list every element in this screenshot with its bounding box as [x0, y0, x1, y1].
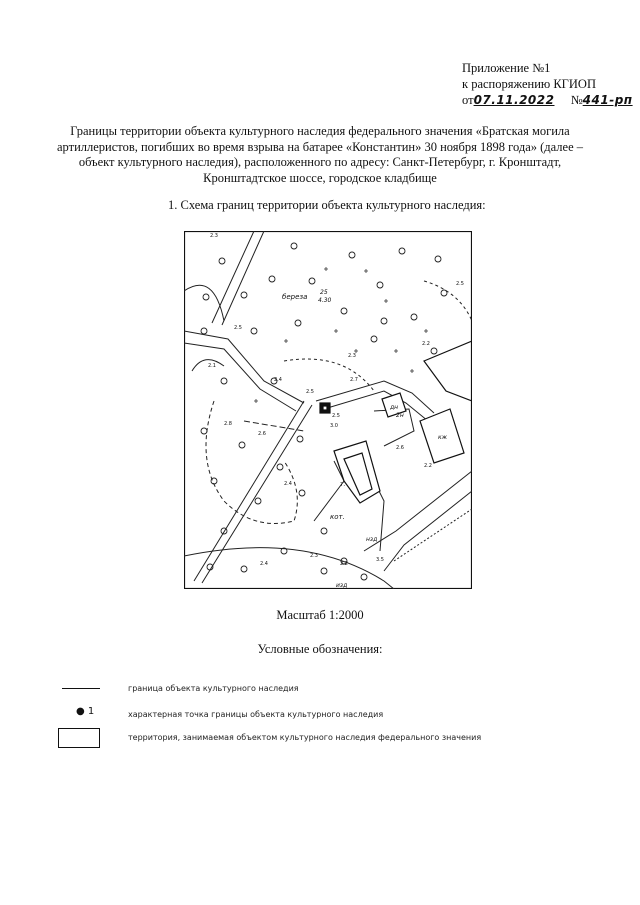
label-bereza: береза — [282, 293, 308, 301]
svg-text:2.2: 2.2 — [340, 561, 348, 567]
handwritten-number: 441-рп — [582, 93, 633, 107]
label-izd: изд — [336, 582, 348, 589]
label-dn: дн — [390, 404, 399, 411]
annex-line-2: к распоряжению КГИОП — [462, 77, 596, 91]
svg-text:2.6: 2.6 — [396, 445, 404, 451]
legend-point-symbol — [76, 706, 94, 717]
svg-text:2.5: 2.5 — [332, 413, 340, 419]
svg-text:2.4: 2.4 — [260, 561, 268, 567]
label-nzd: нзд — [366, 536, 378, 543]
map-scale: Масштаб 1:2000 — [276, 608, 364, 622]
handwritten-date: 07.11.2022 — [473, 93, 555, 107]
svg-text:2.4: 2.4 — [284, 481, 292, 487]
svg-text:2.6: 2.6 — [258, 431, 266, 437]
legend-title: Условные обозначения: — [257, 642, 383, 656]
annex-line-1: Приложение №1 — [462, 61, 551, 75]
label-kzh: кж — [438, 434, 448, 441]
svg-text:2.8: 2.8 — [224, 421, 232, 427]
svg-text:2.3: 2.3 — [348, 353, 356, 359]
label-bereza-frac: 25 — [320, 289, 328, 296]
svg-text:2.5: 2.5 — [306, 389, 314, 395]
label-bereza-den: 4.30 — [318, 297, 332, 304]
svg-text:2.7: 2.7 — [350, 377, 358, 383]
legend-point-number: 1 — [87, 706, 95, 717]
cadastral-map — [184, 231, 472, 589]
svg-text:2.5: 2.5 — [234, 325, 242, 331]
svg-text:2.3: 2.3 — [210, 233, 218, 239]
legend-point-label: характерная точка границы объекта культурного наследия — [128, 710, 384, 719]
label-dn2: 2н — [396, 412, 404, 419]
svg-text:2.1: 2.1 — [208, 363, 216, 369]
label-tl: т. — [340, 481, 346, 488]
annex-header — [462, 60, 633, 108]
legend-area-label: территория, занимаемая объектом культурного наследия федерального значения — [128, 733, 482, 742]
svg-text:2.4: 2.4 — [274, 377, 282, 383]
label-kot: кот. — [330, 513, 345, 521]
document-title: Границы территории объекта культурного наследия федерального значения «Братская могила артиллеристов, погибших во время взрыва на батарее «Константин» 30 ноября 1898 года» (далее – объект культурного наследия), расположенного по адресу: Санкт-Петербург, г. Кронштадт, Кронштадтское шоссе, городское кладбище — [56, 124, 584, 185]
svg-text:2.2: 2.2 — [422, 341, 430, 347]
point-dot-icon: ● — [76, 706, 85, 717]
svg-text:3.5: 3.5 — [376, 557, 384, 563]
svg-text:3.0: 3.0 — [330, 423, 338, 429]
legend-boundary-line-symbol — [62, 688, 100, 689]
svg-text:2.3: 2.3 — [310, 553, 318, 559]
number-prefix: № — [570, 93, 583, 107]
legend-boundary-line-label: граница объекта культурного наследия — [128, 684, 299, 693]
annex-line-3 — [462, 92, 633, 108]
legend-area-symbol — [58, 728, 100, 748]
svg-text:2.2: 2.2 — [424, 463, 432, 469]
svg-text:2.5: 2.5 — [456, 281, 464, 287]
date-prefix: от — [462, 93, 474, 107]
section-heading: 1. Схема границ территории объекта культурного наследия: — [168, 198, 486, 212]
